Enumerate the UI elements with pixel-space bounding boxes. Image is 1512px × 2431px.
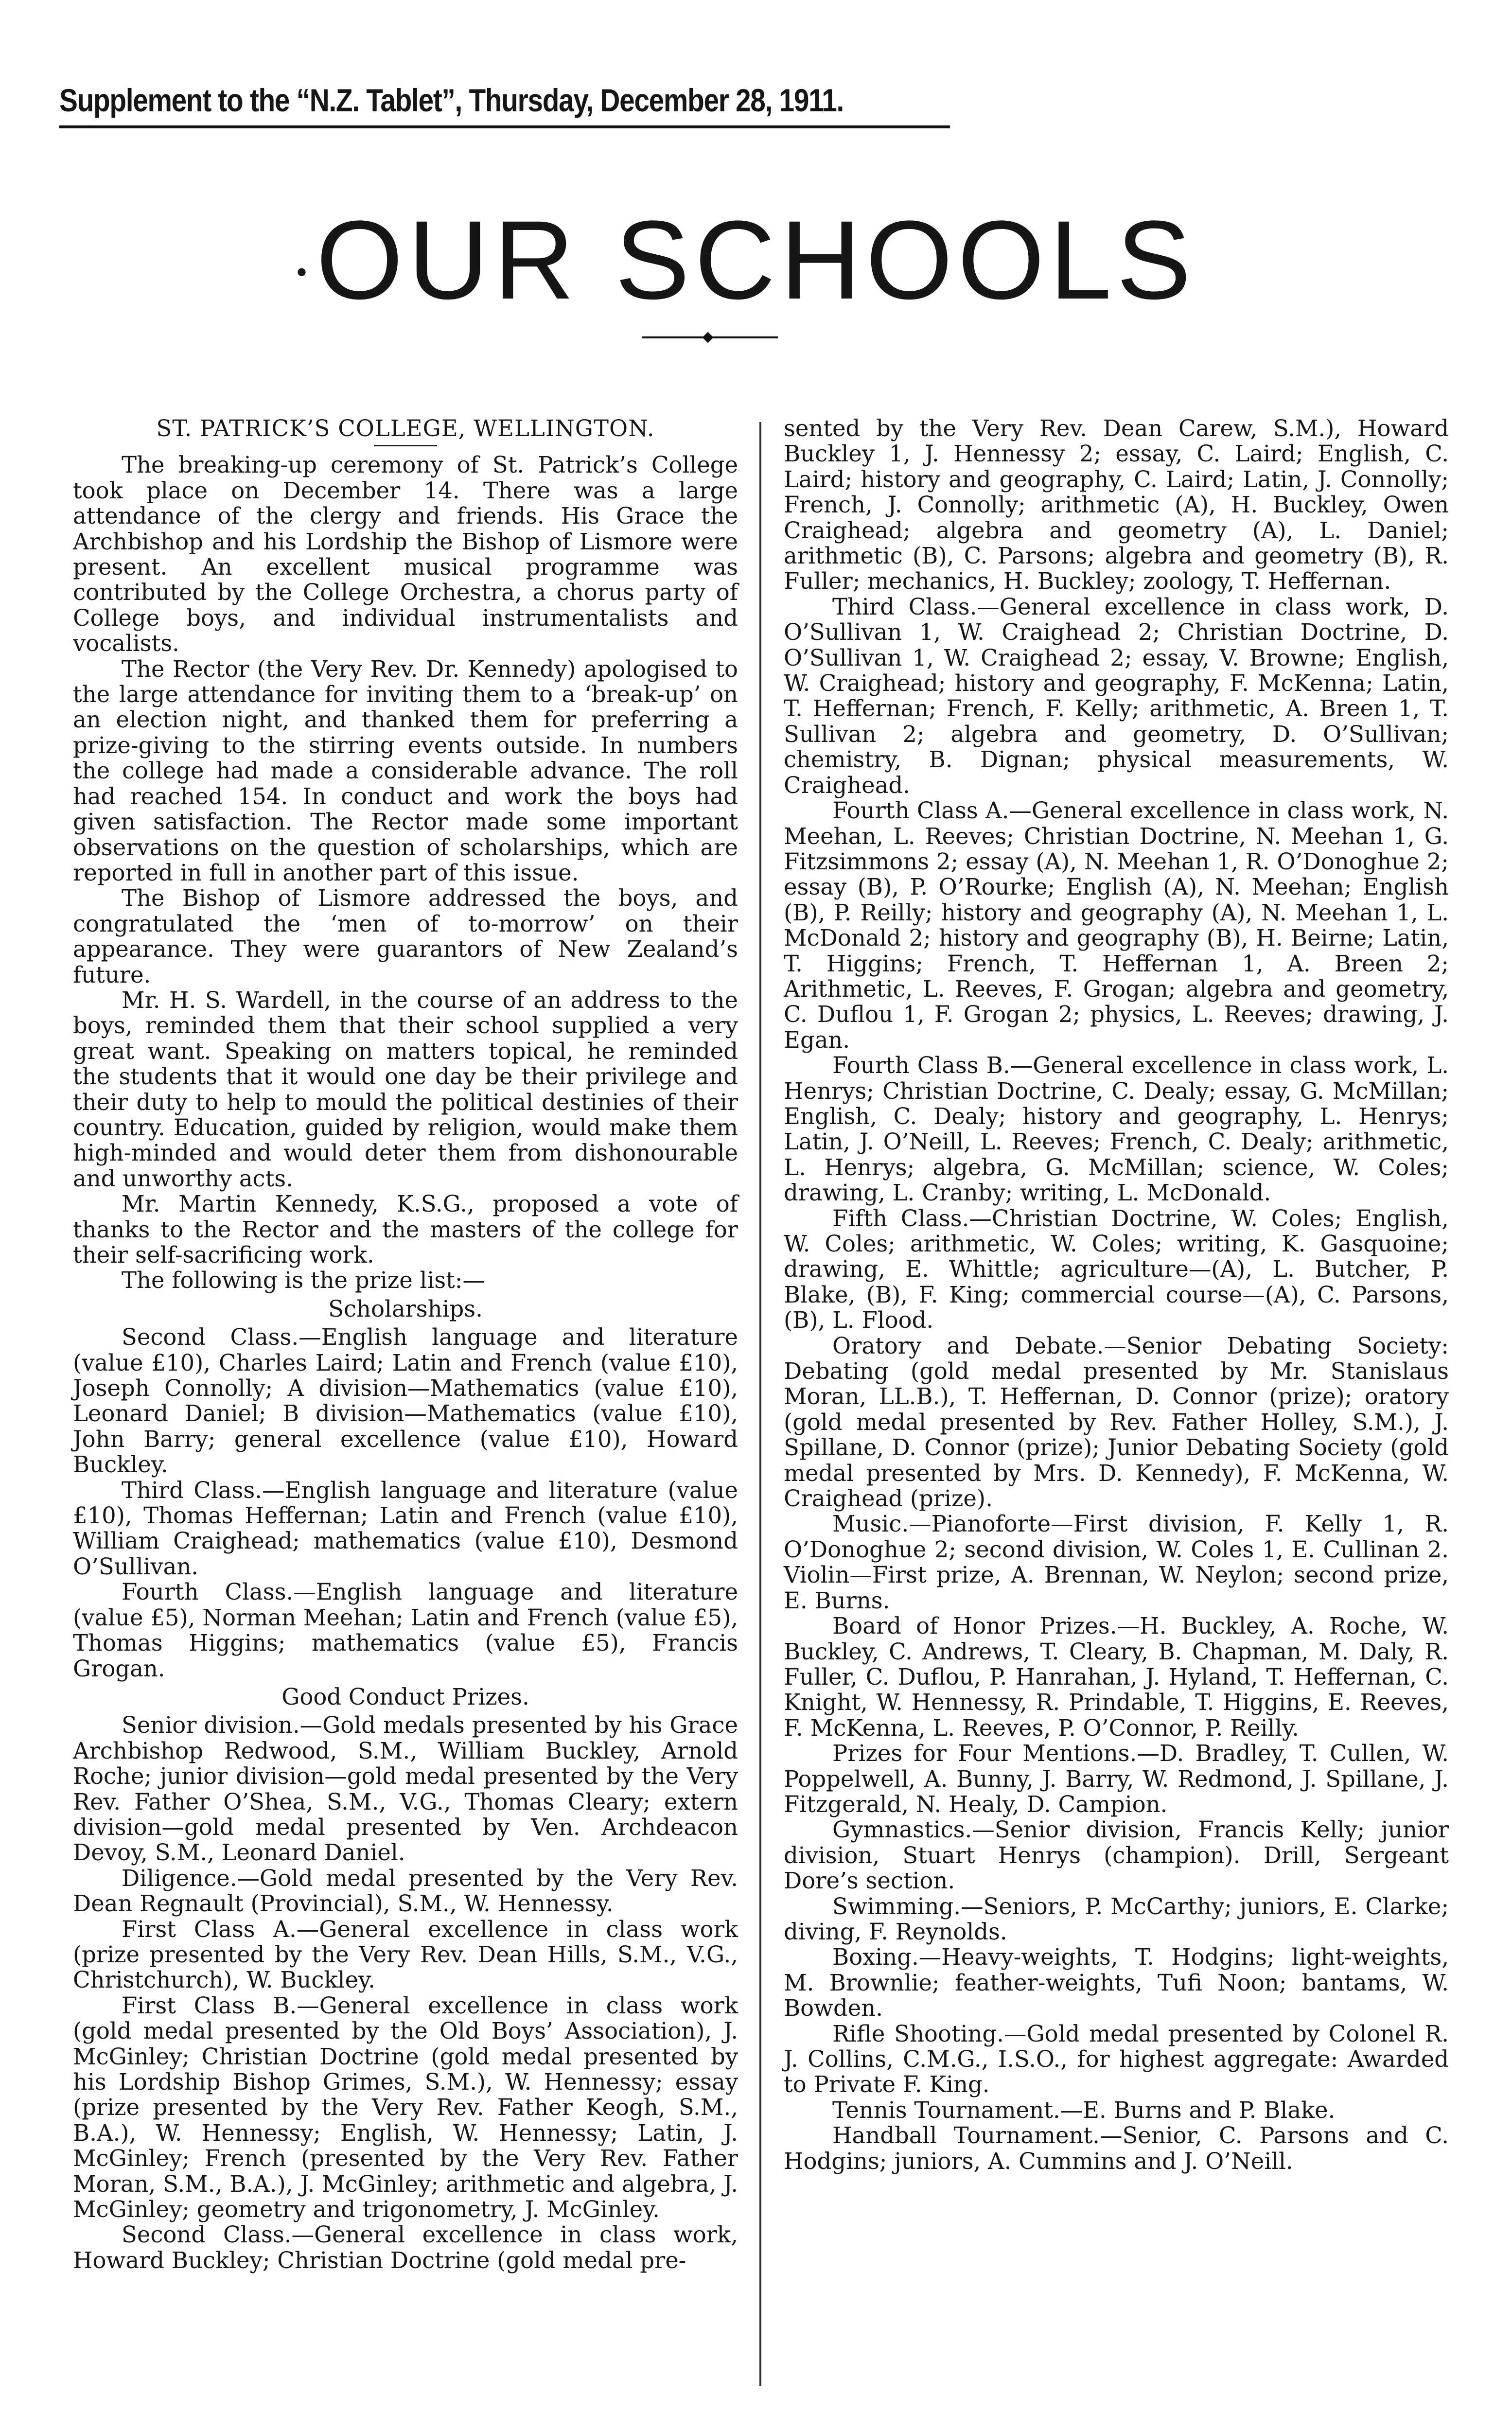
ornament-diamond <box>703 332 714 343</box>
article-heading: ST. PATRICK’S COLLEGE, WELLINGTON. <box>156 415 655 441</box>
paragraph-continuation: sented by the Very Rev. Dean Carew, S.M.), Howard Buckley 1, J. Hennessy 2; essay, C. Laird; English, C. Laird; history and geography, C. Laird; Latin, J. Connolly; French, J. Connolly; arithmetic (A), H. Buckley, Owen Craighead; algebra and geometry (A), L. Daniel; arithmetic (B), C. Parsons; algebra and geometry (B), R. Fuller; mechanics, H. Buckley; zoology, T. Heffernan. <box>784 415 1449 595</box>
prize-entry: Prizes for Four Mentions.—D. Bradley, T. Cullen, W. Poppelwell, A. Bunny, J. Barry, W. Redmond, J. Spillane, J. Fitzgerald, N. Healy, D. Campion. <box>784 1740 1449 1817</box>
prize-entry: Oratory and Debate.—Senior Debating Society: Debating (gold medal presented by Mr. Stanislaus Moran, LL.B.), T. Heffernan, D. Connor (prize); oratory (gold medal presented by Rev. Father Holley, S.M.), J. Spillane, D. Connor (prize); Junior Debating Society (gold medal presented by Mrs. D. Kennedy), F. McKenna, W. Craighead (prize). <box>784 1332 1449 1512</box>
column-divider <box>759 422 761 2386</box>
prize-entry: Third Class.—General excellence in class work, D. O’Sullivan 1, W. Craighead 2; Christian Doctrine, D. O’Sullivan 1, W. Craighead 2; essay, V. Browne; English, W. Craighead; history and geography, F. McKenna; Latin, T. Heffernan; French, F. Kelly; arithmetic, A. Breen 1, T. Sullivan 2; algebra and geometry, D. O’Sullivan; chemistry, B. Dignan; physical measurements, W. Craighead. <box>784 593 1449 798</box>
paragraph: The Rector (the Very Rev. Dr. Kennedy) apologised to the large attendance for inviting them to a ‘break-up’ on an election night, and thanked them for preferring a prize-giving to the stirring events outside. In numbers the college had made a considerable advance. The roll had reached 154. In conduct and work the boys had given satisfaction. The Rector made some important observations on the question of scholarships, which are reported in full in another part of this issue. <box>73 655 738 886</box>
good-conduct-heading: Good Conduct Prizes. <box>281 1683 529 1710</box>
header-rule <box>59 125 950 128</box>
prize-entry: Tennis Tournament.—E. Burns and P. Blake. <box>832 2096 1336 2123</box>
right-column <box>784 416 1449 2174</box>
scholarship-entry: Fourth Class.—English language and literature (value £5), Norman Meehan; Latin and French (value £5), Thomas Higgins; mathematics (value £5), Francis Grogan. <box>73 1579 738 1682</box>
prize-entry: Fifth Class.—Christian Doctrine, W. Coles; English, W. Coles; arithmetic, W. Coles; writing, K. Gasquoine; drawing, E. Whittle; agriculture—(A), L. Butcher, P. Blake, (B), F. King; commercial course—(A), C. Parsons, (B), L. Flood. <box>784 1205 1449 1334</box>
prize-entry: Rifle Shooting.—Gold medal presented by Colonel R. J. Collins, C.M.G., I.S.O., for highest aggregate: Awarded to Private F. King. <box>784 2020 1449 2098</box>
prize-entry: Handball Tournament.—Senior, C. Parsons and C. Hodgins; juniors, A. Cummins and J. O’Neill. <box>784 2122 1449 2174</box>
prize-entry: Second Class.—General excellence in class work, Howard Buckley; Christian Doctrine (gold medal pre- <box>73 2221 738 2273</box>
prize-entry: Gymnastics.—Senior division, Francis Kelly; junior division, Stuart Henrys (champion). Drill, Sergeant Dore’s section. <box>784 1816 1449 1894</box>
prize-entry: Swimming.—Seniors, P. McCarthy; juniors, E. Clarke; diving, F. Reynolds. <box>784 1893 1449 1945</box>
paragraph: Mr. Martin Kennedy, K.S.G., proposed a vote of thanks to the Rector and the masters of the college for their self-sacrificing work. <box>73 1191 738 1268</box>
scholarship-entry: Third Class.—English language and literature (value £10), Thomas Heffernan; Latin and French (value £10), William Craighead; mathematics (value £10), Desmond O’Sullivan. <box>73 1477 738 1580</box>
page-title <box>0 197 1512 322</box>
prize-entry: First Class A.—General excellence in class work (prize presented by the Very Rev. Dean Hills, S.M., V.G., Christchurch), W. Buckley. <box>73 1916 738 1993</box>
prize-entry: Fourth Class B.—General excellence in class work, L. Henrys; Christian Doctrine, C. Dealy; essay, G. McMillan; English, C. Dealy; history and geography, L. Henrys; Latin, J. O’Neill, L. Reeves; French, C. Dealy; arithmetic, L. Henrys; algebra, G. McMillan; science, W. Coles; drawing, L. Cranby; writing, L. McDonald. <box>784 1052 1449 1206</box>
paragraph: The Bishop of Lismore addressed the boys, and congratulated the ‘men of to-morrow’ on their appearance. They were guarantors of New Zealand’s future. <box>73 885 738 988</box>
paragraph: Mr. H. S. Wardell, in the course of an address to the boys, reminded them that their school supplied a very great want. Speaking on matters topical, he reminded the students that it would one day be their privilege and their duty to help to mould the political destinies of their country. Education, guided by religion, would make them high-minded and would deter them from dishonourable and unworthy acts. <box>73 986 738 1192</box>
prize-entry: Fourth Class A.—General excellence in class work, N. Meehan, L. Reeves; Christian Doctrine, N. Meehan 1, G. Fitzsimmons 2; essay (A), N. Meehan 1, R. O’Donoghue 2; essay (B), P. O’Rourke; English (A), N. Meehan; English (B), P. Reilly; history and geography (A), N. Meehan 1, L. McDonald 2; history and geography (B), H. Beirne; Latin, T. Higgins; French, T. Heffernan 1, A. Breen 2; Arithmetic, L. Reeves, F. Grogan; algebra and geometry, C. Duflou 1, F. Grogan 2; physics, L. Reeves; drawing, J. Egan. <box>784 797 1449 1053</box>
scholarships-heading: Scholarships. <box>328 1295 483 1322</box>
prize-entry: Diligence.—Gold medal presented by the Very Rev. Dean Regnault (Provincial), S.M., W. Hennessy. <box>73 1865 738 1917</box>
supplement-header: Supplement to the “N.Z. Tablet”, Thursday, December 28, 1911. <box>59 82 844 118</box>
heading-rule <box>374 445 437 446</box>
paragraph: The breaking-up ceremony of St. Patrick’s College took place on December 14. There was a large attendance of the clergy and friends. His Grace the Archbishop and his Lordship the Bishop of Lismore were present. An excellent musical programme was contributed by the College Orchestra, a chorus party of College boys, and individual instrumentalists and vocalists. <box>73 452 738 657</box>
left-column <box>73 416 738 2273</box>
scholarship-entry: Second Class.—English language and literature (value £10), Charles Laird; Latin and French (value £10), Joseph Connolly; A division—Mathematics (value £10), Leonard Daniel; B division—Mathematics (value £10), John Barry; general excellence (value £10), Howard Buckley. <box>73 1324 738 1478</box>
title-ornament <box>642 332 778 343</box>
title-bullet: • <box>297 256 312 288</box>
prize-entry: Music.—Pianoforte—First division, F. Kelly 1, R. O’Donoghue 2; second division, W. Coles 1, E. Cullinan 2. Violin—First prize, A. Brennan, W. Neylon; second prize, E. Burns. <box>784 1511 1449 1614</box>
prize-entry: Senior division.—Gold medals presented by his Grace Archbishop Redwood, S.M., William Buckley, Arnold Roche; junior division—gold medal presented by the Very Rev. Father O’Shea, S.M., V.G., Thomas Cleary; extern division—gold medal presented by Ven. Archdeacon Devoy, S.M., Leonard Daniel. <box>73 1712 738 1866</box>
prize-entry: Boxing.—Heavy-weights, T. Hodgins; light-weights, M. Brownlie; feather-weights, Tufi Noon; bantams, W. Bowden. <box>784 1944 1449 2022</box>
prize-entry: Board of Honor Prizes.—H. Buckley, A. Roche, W. Buckley, C. Andrews, T. Cleary, B. Chapman, M. Daly, R. Fuller, C. Duflou, P. Hanrahan, J. Hyland, T. Heffernan, C. Knight, W. Hennessy, R. Prindable, T. Higgins, E. Reeves, F. McKenna, L. Reeves, P. O’Connor, P. Reilly. <box>784 1613 1449 1741</box>
prize-entry: First Class B.—General excellence in class work (gold medal presented by the Old Boys’ Association), J. McGinley; Christian Doctrine (gold medal presented by his Lordship Bishop Grimes, S.M.), W. Hennessy; essay (prize presented by the Very Rev. Father Keogh, S.M., B.A.), W. Hennessy; English, W. Hennessy; Latin, J. McGinley; French (presented by the Very Rev. Father Moran, S.M., B.A.), J. McGinley; arithmetic and algebra, J. McGinley; geometry and trigonometry, J. McGinley. <box>73 1992 738 2223</box>
page-title-text: OUR SCHOOLS <box>316 197 1196 322</box>
paragraph: The following is the prize list:— <box>122 1267 485 1294</box>
